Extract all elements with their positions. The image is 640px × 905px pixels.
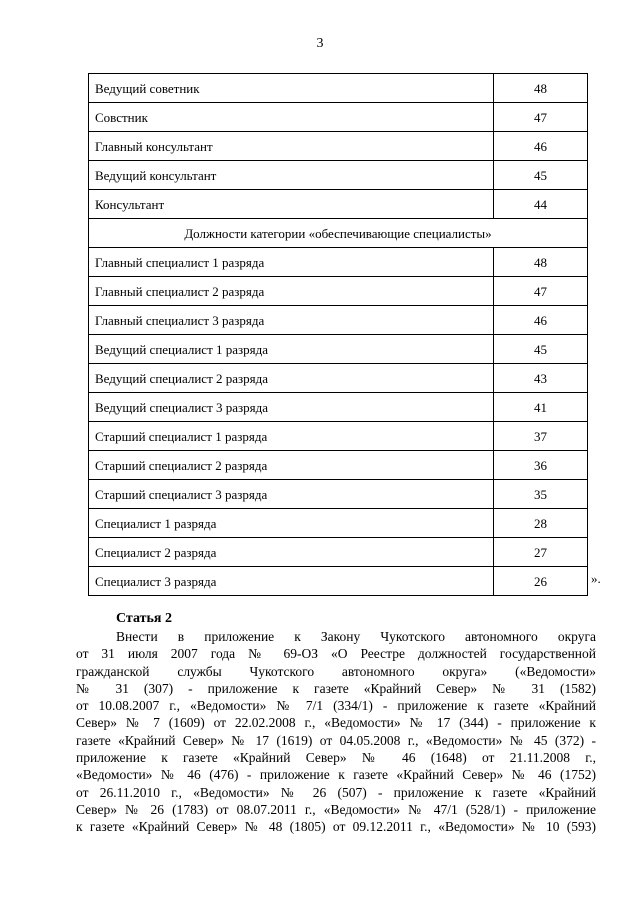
coefficient-value-cell: 44 [494, 190, 588, 219]
position-name-cell: Старший специалист 1 разряда [89, 422, 494, 451]
coefficient-value-cell: 46 [494, 132, 588, 161]
position-name-cell: Ведущий специалист 1 разряда [89, 335, 494, 364]
position-name-cell: Ведущий консультант [89, 161, 494, 190]
table-row [89, 538, 588, 567]
article-text-line: № 31 (307) - приложение к газете «Крайний Север» № 31 (1582) [76, 680, 596, 696]
article-body [76, 628, 596, 836]
coefficient-value-cell: 43 [494, 364, 588, 393]
position-name-cell: Старший специалист 3 разряда [89, 480, 494, 509]
table-row [89, 335, 588, 364]
coefficient-value-cell: 46 [494, 306, 588, 335]
table-body [89, 74, 588, 596]
coefficient-value-cell: 37 [494, 422, 588, 451]
coefficient-value-cell: 45 [494, 161, 588, 190]
coefficient-value-cell: 36 [494, 451, 588, 480]
article-text-line: от 31 июля 2007 года № 69-ОЗ «О Реестре должностей государственной [76, 646, 596, 662]
coefficient-value-cell: 45 [494, 335, 588, 364]
section-heading-cell: Должности категории «обеспечивающие специалисты» [89, 219, 588, 248]
coefficient-value-cell: 48 [494, 248, 588, 277]
article-title: Статья 2 [116, 611, 172, 626]
coefficient-value-cell: 26 [494, 567, 588, 596]
table-row [89, 422, 588, 451]
position-name-cell: Специалист 1 разряда [89, 509, 494, 538]
coefficient-value-cell: 27 [494, 538, 588, 567]
table-row [89, 248, 588, 277]
position-name-cell: Ведущий специалист 2 разряда [89, 364, 494, 393]
position-salary-table [88, 73, 588, 596]
table-row [89, 103, 588, 132]
coefficient-value-cell: 41 [494, 393, 588, 422]
page-number: 3 [316, 36, 324, 51]
closing-quote-mark: ». [591, 571, 601, 586]
table-row [89, 567, 588, 596]
position-name-cell: Главный специалист 3 разряда [89, 306, 494, 335]
coefficient-value-cell: 47 [494, 103, 588, 132]
position-name-cell: Ведущий специалист 3 разряда [89, 393, 494, 422]
coefficient-value-cell: 35 [494, 480, 588, 509]
position-name-cell: Главный специалист 1 разряда [89, 248, 494, 277]
article-text-line: к газете «Крайний Север» № 48 (1805) от 09.12.2011 г., «Ведомости» № 10 (593) [76, 819, 596, 835]
table-row [89, 480, 588, 509]
position-name-cell: Ведущий советник [89, 74, 494, 103]
article-text-line: приложение к газете «Крайний Север» № 46 (1648) от 21.11.2008 г., [76, 750, 596, 766]
table-row [89, 509, 588, 538]
table-row [89, 364, 588, 393]
table-row [89, 393, 588, 422]
article-text-line: от 26.11.2010 г., «Ведомости» № 26 (507) - приложение к газете «Крайний [76, 784, 596, 800]
section-heading-row [89, 219, 588, 248]
article-text-line: Север» № 7 (1609) от 22.02.2008 г., «Ведомости» № 17 (344) - приложение к [76, 715, 596, 731]
position-name-cell: Консультант [89, 190, 494, 219]
position-name-cell: Главный консультант [89, 132, 494, 161]
article-text-line: Внести в приложение к Закону Чукотского автономного округа [116, 629, 596, 644]
position-name-cell: Старший специалист 2 разряда [89, 451, 494, 480]
coefficient-value-cell: 48 [494, 74, 588, 103]
table-row [89, 306, 588, 335]
position-name-cell: Специалист 3 разряда [89, 567, 494, 596]
table-row [89, 277, 588, 306]
article-text-line: «Ведомости» № 46 (476) - приложение к газете «Крайний Север» № 46 (1752) [76, 767, 596, 783]
position-name-cell: Специалист 2 разряда [89, 538, 494, 567]
coefficient-value-cell: 28 [494, 509, 588, 538]
table-row [89, 74, 588, 103]
table-row [89, 132, 588, 161]
coefficient-value-cell: 47 [494, 277, 588, 306]
position-name-cell: Совстник [89, 103, 494, 132]
table-row [89, 190, 588, 219]
article-text-line: гражданской службы Чукотского автономного округа» («Ведомости» [76, 663, 596, 679]
table-row [89, 161, 588, 190]
article-text-line: газете «Крайний Север» № 17 (1619) от 04.05.2008 г., «Ведомости» № 45 (372) - [76, 732, 596, 748]
position-name-cell: Главный специалист 2 разряда [89, 277, 494, 306]
table-row [89, 451, 588, 480]
article-text-line: Север» № 26 (1783) от 08.07.2011 г., «Ведомости» № 47/1 (528/1) - приложение [76, 801, 596, 817]
article-text-line: от 10.08.2007 г., «Ведомости» № 7/1 (334/1) - приложение к газете «Крайний [76, 698, 596, 714]
